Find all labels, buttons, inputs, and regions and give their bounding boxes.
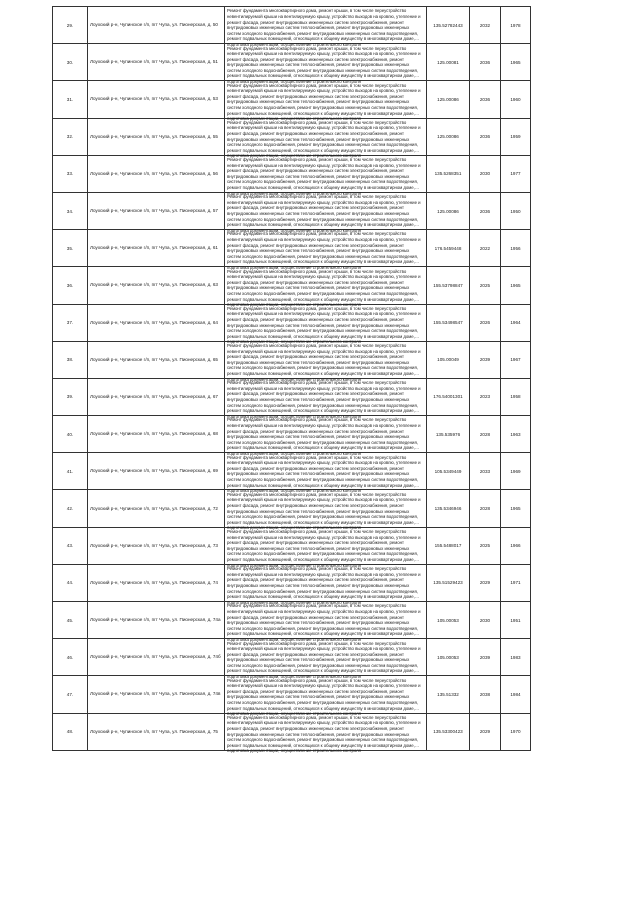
works-text: Ремонт фундамента многоквартирного дома, ремонт крыши, в том числе переустройство невентилируемой крыши на вентилируемую крышу, устройство выходов на кровлю, утепление и ремонт фасада, ремонт внутридомовых инженерных систем электроснабжения, ремонт внутридомовых инженерных систем теплоснабжения, ремонт внутридомовых инженерных систем холодного водоснабжения, ремонт внутридомовых инженерных систем водоотведения, ремонт подвальных помещений, относящихся к общему имуществу в многоквартирном доме, подготовка документации, осуществление строительного контроля (227, 343, 421, 382)
row-number: 40. (53, 416, 88, 453)
table-row (53, 155, 531, 192)
built-year-cell: 1959 (501, 118, 531, 155)
cost-cell: 125.00086 (427, 192, 470, 229)
works-text: Ремонт фундамента многоквартирного дома, ремонт крыши, в том числе переустройство невентилируемой крыши на вентилируемую крышу, устройство выходов на кровлю, утепление и ремонт фасада, ремонт внутридомовых инженерных систем электроснабжения, ремонт внутридомовых инженерных систем теплоснабжения, ремонт внутридомовых инженерных систем холодного водоснабжения, ремонт внутридомовых инженерных систем водоотведения, ремонт подвальных помещений, относящихся к общему имуществу в многоквартирном доме, подготовка документации, осуществление строительного контроля (227, 417, 421, 456)
repair-year-cell: 2029 (470, 713, 501, 750)
table-row (53, 230, 531, 267)
address-cell: Лоухский р-н, Чупинское г/п, пгт Чупа, ул. Пионерская, д. 53 (88, 81, 225, 118)
table-row (53, 713, 531, 750)
row-number: 32. (53, 118, 88, 155)
table-row (53, 81, 531, 118)
table-row (53, 602, 531, 639)
built-year-cell: 1950 (501, 192, 531, 229)
repair-year-cell: 2030 (470, 602, 501, 639)
row-number: 47. (53, 676, 88, 713)
address-cell: Лоухский р-н, Чупинское г/п, пгт Чупа, ул. Пионерская, д. 55 (88, 118, 225, 155)
works-text: Ремонт фундамента многоквартирного дома, ремонт крыши, в том числе переустройство невентилируемой крыши на вентилируемую крышу, устройство выходов на кровлю, утепление и ремонт фасада, ремонт внутридомовых инженерных систем электроснабжения, ремонт внутридомовых инженерных систем теплоснабжения, ремонт внутридомовых инженерных систем холодного водоснабжения, ремонт внутридомовых инженерных систем водоотведения, ремонт подвальных помещений, относящихся к общему имуществу в многоквартирном доме, подготовка документации, осуществление строительного контроля (227, 491, 421, 531)
built-year-cell: 1971 (501, 564, 531, 601)
repair-year-cell: 2022 (470, 230, 501, 267)
cost-cell: 135.52782443 (427, 7, 470, 44)
row-number: 29. (53, 7, 88, 44)
table-row (53, 676, 531, 713)
table-row (53, 192, 531, 229)
cost-cell: 125.00086 (427, 118, 470, 155)
cost-cell: 105.00053 (427, 639, 470, 676)
built-year-cell: 1969 (501, 453, 531, 490)
repair-year-cell: 2036 (470, 81, 501, 118)
cost-cell: 125.00086 (427, 81, 470, 118)
table-row (53, 44, 531, 81)
table-row (53, 304, 531, 341)
row-number: 31. (53, 81, 88, 118)
address-cell: Лоухский р-н, Чупинское г/п, пгт Чупа, ул. Пионерская, д. 61 (88, 230, 225, 267)
works-text: Ремонт фундамента многоквартирного дома, ремонт крыши, в том числе переустройство невентилируемой крыши на вентилируемую крышу, устройство выходов на кровлю, утепление и ремонт фасада, ремонт внутридомовых инженерных систем электроснабжения, ремонт внутридомовых инженерных систем теплоснабжения, ремонт внутридомовых инженерных систем холодного водоснабжения, ремонт внутридомовых инженерных систем водоотведения, ремонт подвальных помещений, относящихся к общему имуществу в многоквартирном доме, подготовка документации, осуществление строительного контроля (227, 268, 421, 308)
row-number: 33. (53, 155, 88, 192)
works-text: Ремонт фундамента многоквартирного дома, ремонт крыши, в том числе переустройство невентилируемой крыши на вентилируемую крышу, устройство выходов на кровлю, утепление и ремонт фасада, ремонт внутридомовых инженерных систем электроснабжения, ремонт внутридомовых инженерных систем теплоснабжения, ремонт внутридомовых инженерных систем холодного водоснабжения, ремонт внутридомовых инженерных систем водоотведения, ремонт подвальных помещений, относящихся к общему имуществу в многоквартирном доме, подготовка документации, осуществление строительного контроля (227, 157, 421, 196)
works-cell (225, 490, 427, 531)
address-cell: Лоухский р-н, Чупинское г/п, пгт Чупа, ул. Пионерская, д. 75 (88, 713, 225, 750)
cost-cell: 176.5459448 (427, 230, 470, 267)
cost-cell: 135.53300423 (427, 713, 470, 750)
built-year-cell: 1965 (501, 490, 531, 527)
built-year-cell: 1965 (501, 267, 531, 304)
cost-cell: 155.53498547 (427, 304, 470, 341)
built-year-cell: 1970 (501, 713, 531, 750)
repair-year-cell: 2030 (470, 155, 501, 192)
repair-year-cell: 2032 (470, 7, 501, 44)
table-row (53, 453, 531, 490)
cost-cell: 135.51332 (427, 676, 470, 713)
built-year-cell: 1951 (501, 602, 531, 639)
address-cell: Лоухский р-н, Чупинское г/п, пгт Чупа, ул. Пионерская, д. 74 (88, 564, 225, 601)
works-text: Ремонт фундамента многоквартирного дома, ремонт крыши, в том числе переустройство невентилируемой крыши на вентилируемую крышу, устройство выходов на кровлю, утепление и ремонт фасада, ремонт внутридомовых инженерных систем электроснабжения, ремонт внутридомовых инженерных систем теплоснабжения, ремонт внутридомовых инженерных систем холодного водоснабжения, ремонт внутридомовых инженерных систем водоотведения, ремонт подвальных помещений, относящихся к общему имуществу в многоквартирном доме, подготовка документации, осуществление строительного контроля (227, 82, 421, 122)
works-text: Ремонт фундамента многоквартирного дома, ремонт крыши, в том числе переустройство невентилируемой крыши на вентилируемую крышу, устройство выходов на кровлю, утепление и ремонт фасада, ремонт внутридомовых инженерных систем электроснабжения, ремонт внутридомовых инженерных систем теплоснабжения, ремонт внутридомовых инженерных систем холодного водоснабжения, ремонт внутридомовых инженерных систем водоотведения, ремонт подвальных помещений, относящихся к общему имуществу в многоквартирном доме, подготовка документации, осуществление строительного контроля (227, 714, 421, 754)
table-row (53, 341, 531, 378)
table-row (53, 527, 531, 564)
address-cell: Лоухский р-н, Чупинское г/п, пгт Чупа, ул. Пионерская, д. 51 (88, 44, 225, 81)
row-number: 30. (53, 44, 88, 81)
repair-year-cell: 2036 (470, 192, 501, 229)
address-cell: Лоухский р-н, Чупинское г/п, пгт Чупа, ул. Пионерская, д. 69 (88, 453, 225, 490)
works-cell (225, 118, 427, 159)
works-cell (225, 527, 427, 568)
repair-year-cell: 2036 (470, 44, 501, 81)
table-row (53, 564, 531, 601)
cost-cell: 135.535976 (427, 416, 470, 453)
cost-cell: 135.51529423 (427, 564, 470, 601)
works-cell (225, 453, 427, 494)
works-cell (225, 7, 427, 47)
row-number: 42. (53, 490, 88, 527)
works-cell (225, 81, 427, 122)
works-cell (225, 564, 427, 605)
built-year-cell: 1958 (501, 378, 531, 415)
row-number: 39. (53, 378, 88, 415)
cost-cell: 125.00081 (427, 44, 470, 81)
table-row (53, 416, 531, 453)
row-number: 35. (53, 230, 88, 267)
repair-year-cell: 2025 (470, 527, 501, 564)
row-number: 37. (53, 304, 88, 341)
repair-year-cell: 2039 (470, 341, 501, 378)
row-number: 36. (53, 267, 88, 304)
cost-cell: 135.5346946 (427, 490, 470, 527)
built-year-cell: 1965 (501, 44, 531, 81)
address-cell: Лоухский р-н, Чупинское г/п, пгт Чупа, ул. Пионерская, д. 57 (88, 192, 225, 229)
repair-year-cell: 2025 (470, 267, 501, 304)
address-cell: Лоухский р-н, Чупинское г/п, пгт Чупа, ул. Пионерская, д. 65 (88, 341, 225, 378)
built-year-cell: 1984 (501, 676, 531, 713)
cost-cell: 105.5349449 (427, 453, 470, 490)
works-cell (225, 676, 427, 717)
works-cell (225, 378, 427, 419)
works-text: Ремонт фундамента многоквартирного дома, ремонт крыши, в том числе переустройство невентилируемой крыши на вентилируемую крышу, устройство выходов на кровлю, утепление и ремонт фасада, ремонт внутридомовых инженерных систем электроснабжения, ремонт внутридомовых инженерных систем теплоснабжения, ремонт внутридомовых инженерных систем холодного водоснабжения, ремонт внутридомовых инженерных систем водоотведения, ремонт подвальных помещений, относящихся к общему имуществу в многоквартирном доме, подготовка документации, осуществление строительного контроля (227, 45, 421, 85)
cost-cell: 135.5268351 (427, 155, 470, 192)
repair-year-cell: 2036 (470, 118, 501, 155)
works-cell (225, 304, 427, 345)
row-number: 41. (53, 453, 88, 490)
row-number: 43. (53, 527, 88, 564)
row-number: 34. (53, 192, 88, 229)
works-text: Ремонт фундамента многоквартирного дома, ремонт крыши, в том числе переустройство невентилируемой крыши на вентилируемую крышу, устройство выходов на кровлю, утепление и ремонт фасада, ремонт внутридомовых инженерных систем электроснабжения, ремонт внутридомовых инженерных систем теплоснабжения, ремонт внутридомовых инженерных систем холодного водоснабжения, ремонт внутридомовых инженерных систем водоотведения, ремонт подвальных помещений, относящихся к общему имуществу в многоквартирном доме, подготовка документации, осуществление строительного контроля (227, 528, 421, 568)
address-cell: Лоухский р-н, Чупинское г/п, пгт Чупа, ул. Пионерская, д. 74б (88, 639, 225, 676)
table-row (53, 639, 531, 676)
cost-cell: 105.00053 (427, 602, 470, 639)
works-text: Ремонт фундамента многоквартирного дома, ремонт крыши, в том числе переустройство невентилируемой крыши на вентилируемую крышу, устройство выходов на кровлю, утепление и ремонт фасада, ремонт внутридомовых инженерных систем электроснабжения, ремонт внутридомовых инженерных систем теплоснабжения, ремонт внутридомовых инженерных систем холодного водоснабжения, ремонт внутридомовых инженерных систем водоотведения, ремонт подвальных помещений, относящихся к общему имуществу в многоквартирном доме, подготовка документации, осуществление строительного контроля (227, 603, 421, 642)
repair-year-cell: 2033 (470, 453, 501, 490)
table-row (53, 118, 531, 155)
cost-cell: 176.54001301 (427, 378, 470, 415)
cost-cell: 105.00049 (427, 341, 470, 378)
works-cell (225, 192, 427, 233)
works-text: Ремонт фундамента многоквартирного дома, ремонт крыши, в том числе переустройство невентилируемой крыши на вентилируемую крышу, устройство выходов на кровлю, утепление и ремонт фасада, ремонт внутридомовых инженерных систем электроснабжения, ремонт внутридомовых инженерных систем теплоснабжения, ремонт внутридомовых инженерных систем холодного водоснабжения, ремонт внутридомовых инженерных систем водоотведения, ремонт подвальных помещений, относящихся к общему имуществу в многоквартирном доме, подготовка документации, осуществление строительного контроля (227, 566, 421, 605)
address-cell: Лоухский р-н, Чупинское г/п, пгт Чупа, ул. Пионерская, д. 67 (88, 378, 225, 415)
built-year-cell: 1960 (501, 81, 531, 118)
works-text: Ремонт фундамента многоквартирного дома, ремонт крыши, в том числе переустройство невентилируемой крыши на вентилируемую крышу, устройство выходов на кровлю, утепление и ремонт фасада, ремонт внутридомовых инженерных систем электроснабжения, ремонт внутридомовых инженерных систем теплоснабжения, ремонт внутридомовых инженерных систем холодного водоснабжения, ремонт внутридомовых инженерных систем водоотведения, ремонт подвальных помещений, относящихся к общему имуществу в многоквартирном доме, подготовка документации, осуществление строительного контроля (227, 119, 421, 159)
table-row (53, 267, 531, 304)
repair-year-cell: 2029 (470, 564, 501, 601)
works-text: Ремонт фундамента многоквартирного дома, ремонт крыши, в том числе переустройство невентилируемой крыши на вентилируемую крышу, устройство выходов на кровлю, утепление и ремонт фасада, ремонт внутридомовых инженерных систем электроснабжения, ремонт внутридомовых инженерных систем теплоснабжения, ремонт внутридомовых инженерных систем холодного водоснабжения, ремонт внутридомовых инженерных систем водоотведения, ремонт подвальных помещений, относящихся к общему имуществу в многоквартирном доме, подготовка документации, осуществление строительного контроля (227, 8, 421, 47)
repair-year-cell: 2038 (470, 676, 501, 713)
works-cell (225, 155, 427, 196)
address-cell: Лоухский р-н, Чупинское г/п, пгт Чупа, ул. Пионерская, д. 73 (88, 527, 225, 564)
built-year-cell: 1956 (501, 230, 531, 267)
row-number: 38. (53, 341, 88, 378)
row-number: 44. (53, 564, 88, 601)
address-cell: Лоухский р-н, Чупинское г/п, пгт Чупа, ул. Пионерская, д. 72 (88, 490, 225, 527)
cost-cell: 155.53798847 (427, 267, 470, 304)
built-year-cell: 1964 (501, 304, 531, 341)
works-text: Ремонт фундамента многоквартирного дома, ремонт крыши, в том числе переустройство невентилируемой крыши на вентилируемую крышу, устройство выходов на кровлю, утепление и ремонт фасада, ремонт внутридомовых инженерных систем электроснабжения, ремонт внутридомовых инженерных систем теплоснабжения, ремонт внутридомовых инженерных систем холодного водоснабжения, ремонт внутридомовых инженерных систем водоотведения, ремонт подвальных помещений, относящихся к общему имуществу в многоквартирном доме, подготовка документации, осуществление строительного контроля (227, 640, 421, 680)
table-row (53, 7, 531, 44)
address-cell: Лоухский р-н, Чупинское г/п, пгт Чупа, ул. Пионерская, д. 64 (88, 304, 225, 341)
row-number: 45. (53, 602, 88, 639)
works-cell (225, 713, 427, 754)
works-text: Ремонт фундамента многоквартирного дома, ремонт крыши, в том числе переустройство невентилируемой крыши на вентилируемую крышу, устройство выходов на кровлю, утепление и ремонт фасада, ремонт внутридомовых инженерных систем электроснабжения, ремонт внутридомовых инженерных систем теплоснабжения, ремонт внутридомовых инженерных систем холодного водоснабжения, ремонт внутридомовых инженерных систем водоотведения, ремонт подвальных помещений, относящихся к общему имуществу в многоквартирном доме, подготовка документации, осуществление строительного контроля (227, 677, 421, 717)
built-year-cell: 1966 (501, 527, 531, 564)
built-year-cell: 1963 (501, 416, 531, 453)
built-year-cell: 1977 (501, 155, 531, 192)
table-row (53, 378, 531, 415)
address-cell: Лоухский р-н, Чупинское г/п, пгт Чупа, ул. Пионерская, д. 74а (88, 602, 225, 639)
works-cell (225, 267, 427, 308)
repair-year-cell: 2026 (470, 304, 501, 341)
works-text: Ремонт фундамента многоквартирного дома, ремонт крыши, в том числе переустройство невентилируемой крыши на вентилируемую крышу, устройство выходов на кровлю, утепление и ремонт фасада, ремонт внутридомовых инженерных систем электроснабжения, ремонт внутридомовых инженерных систем теплоснабжения, ремонт внутридомовых инженерных систем холодного водоснабжения, ремонт внутридомовых инженерных систем водоотведения, ремонт подвальных помещений, относящихся к общему имуществу в многоквартирном доме, подготовка документации, осуществление строительного контроля (227, 380, 421, 419)
address-cell: Лоухский р-н, Чупинское г/п, пгт Чупа, ул. Пионерская, д. 63 (88, 267, 225, 304)
repair-year-cell: 2028 (470, 490, 501, 527)
works-text: Ремонт фундамента многоквартирного дома, ремонт крыши, в том числе переустройство невентилируемой крыши на вентилируемую крышу, устройство выходов на кровлю, утепление и ремонт фасада, ремонт внутридомовых инженерных систем электроснабжения, ремонт внутридомовых инженерных систем теплоснабжения, ремонт внутридомовых инженерных систем холодного водоснабжения, ремонт внутридомовых инженерных систем водоотведения, ремонт подвальных помещений, относящихся к общему имуществу в многоквартирном доме, подготовка документации, осуществление строительного контроля (227, 231, 421, 270)
row-number: 48. (53, 713, 88, 750)
address-cell: Лоухский р-н, Чупинское г/п, пгт Чупа, ул. Пионерская, д. 74в (88, 676, 225, 713)
built-year-cell: 1967 (501, 341, 531, 378)
works-cell (225, 639, 427, 680)
built-year-cell: 1978 (501, 7, 531, 44)
works-cell (225, 44, 427, 85)
works-text: Ремонт фундамента многоквартирного дома, ремонт крыши, в том числе переустройство невентилируемой крыши на вентилируемую крышу, устройство выходов на кровлю, утепление и ремонт фасада, ремонт внутридомовых инженерных систем электроснабжения, ремонт внутридомовых инженерных систем теплоснабжения, ремонт внутридомовых инженерных систем холодного водоснабжения, ремонт внутридомовых инженерных систем водоотведения, ремонт подвальных помещений, относящихся к общему имуществу в многоквартирном доме, подготовка документации, осуществление строительного контроля (227, 454, 421, 494)
table-body (53, 7, 531, 754)
repair-plan-table (52, 6, 531, 754)
repair-year-cell: 2023 (470, 378, 501, 415)
repair-year-cell: 2039 (470, 639, 501, 676)
cost-cell: 155.5488017 (427, 527, 470, 564)
works-text: Ремонт фундамента многоквартирного дома, ремонт крыши, в том числе переустройство невентилируемой крыши на вентилируемую крышу, устройство выходов на кровлю, утепление и ремонт фасада, ремонт внутридомовых инженерных систем электроснабжения, ремонт внутридомовых инженерных систем теплоснабжения, ремонт внутридомовых инженерных систем холодного водоснабжения, ремонт внутридомовых инженерных систем водоотведения, ремонт подвальных помещений, относящихся к общему имуществу в многоквартирном доме, подготовка документации, осуществление строительного контроля (227, 305, 421, 345)
row-number: 46. (53, 639, 88, 676)
works-cell (225, 416, 427, 456)
address-cell: Лоухский р-н, Чупинское г/п, пгт Чупа, ул. Пионерская, д. 68 (88, 416, 225, 453)
document-sheet (52, 6, 521, 754)
works-cell (225, 341, 427, 382)
built-year-cell: 1983 (501, 639, 531, 676)
works-cell (225, 230, 427, 270)
works-cell (225, 602, 427, 642)
table-row (53, 490, 531, 527)
address-cell: Лоухский р-н, Чупинское г/п, пгт Чупа, ул. Пионерская, д. 56 (88, 155, 225, 192)
repair-year-cell: 2028 (470, 416, 501, 453)
works-text: Ремонт фундамента многоквартирного дома, ремонт крыши, в том числе переустройство невентилируемой крыши на вентилируемую крышу, устройство выходов на кровлю, утепление и ремонт фасада, ремонт внутридомовых инженерных систем электроснабжения, ремонт внутридомовых инженерных систем теплоснабжения, ремонт внутридомовых инженерных систем холодного водоснабжения, ремонт внутридомовых инженерных систем водоотведения, ремонт подвальных помещений, относящихся к общему имуществу в многоквартирном доме, подготовка документации, осуществление строительного контроля (227, 194, 421, 233)
address-cell: Лоухский р-н, Чупинское г/п, пгт Чупа, ул. Пионерская, д. 50 (88, 7, 225, 44)
